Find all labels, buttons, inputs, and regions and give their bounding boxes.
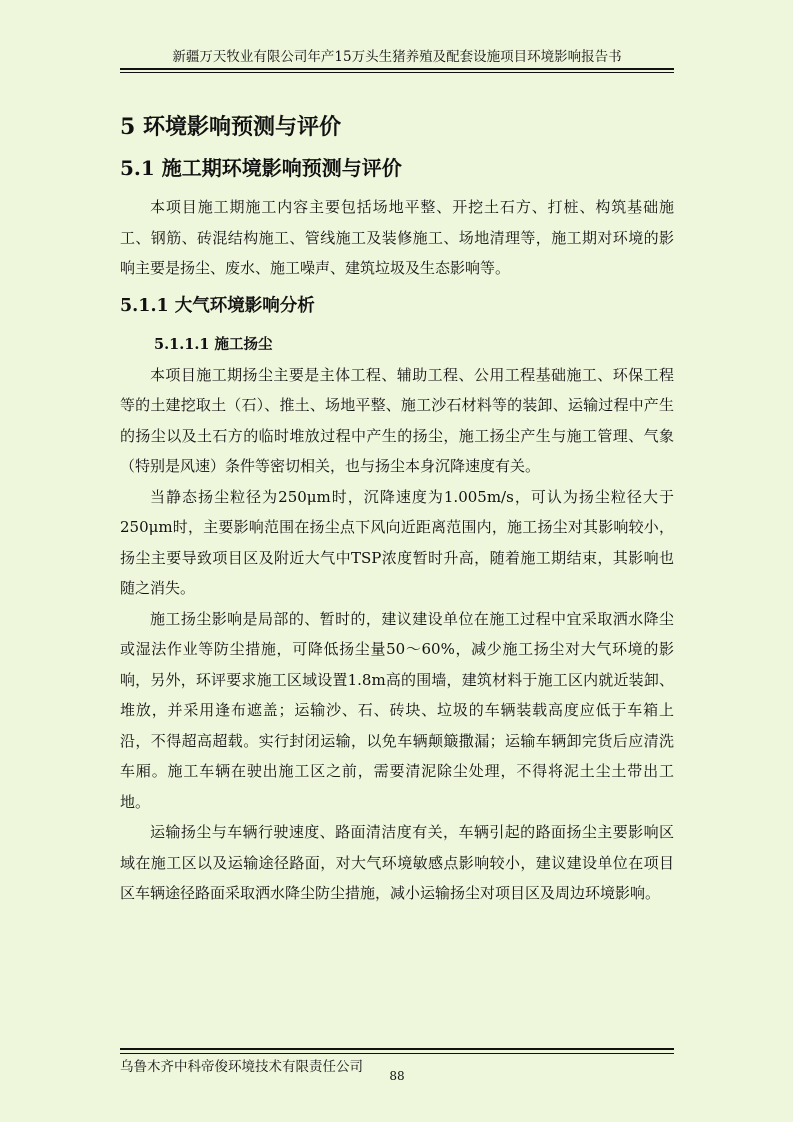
footer-rule-thick (120, 1048, 674, 1050)
subsection-title: 5.1.1 大气环境影响分析 (120, 295, 315, 316)
chapter-title: 5 环境影响预测与评价 (120, 114, 341, 140)
section-intro-paragraph: 本项目施工期施工内容主要包括场地平整、开挖土石方、打桩、构筑基础施工、钢筋、砖混结构施工、管线施工及装修施工、场地清理等，施工期对环境的影响主要是扬尘、废水、施工噪声、建筑垃圾及生态影响等。 (120, 198, 674, 277)
body-paragraph: 当静态扬尘粒径为250μm时，沉降速度为1.005m/s，可认为扬尘粒径大于250μm时，主要影响范围在扬尘点下风向近距离范围内，施工扬尘对其影响较小，扬尘主要导致项目区及附近大气中TSP浓度暂时升高，随着施工期结束，其影响也随之消失。 (120, 487, 674, 597)
header-rule-thick (120, 68, 674, 70)
footer-rule-thin (120, 1053, 674, 1054)
page-body (120, 100, 674, 909)
footer-company: 乌鲁木齐中科帝俊环境技术有限责任公司 (120, 1059, 363, 1075)
body-paragraph: 运输扬尘与车辆行驶速度、路面清洁度有关，车辆引起的路面扬尘主要影响区域在施工区以及运输途径路面，对大气环境敏感点影响较小，建议建设单位在项目区车辆途径路面采取洒水降尘防尘措施，减小运输扬尘对项目区及周边环境影响。 (120, 823, 674, 902)
body-paragraph: 施工扬尘影响是局部的、暂时的，建议建设单位在施工过程中宜采取洒水降尘或湿法作业等防尘措施，可降低扬尘量50～60%，减少施工扬尘对大气环境的影响，另外，环评要求施工区域设置1.8m高的围墙，建筑材料于施工区内就近装卸、堆放，并采用逢布遮盖；运输沙、石、砖块、垃圾的车辆装载高度应低于车箱上沿，不得超高超载。实行封闭运输，以免车辆颠簸撒漏；运输车辆卸完货后应清洗车厢。施工车辆在驶出施工区之前，需要清泥除尘处理，不得将泥土尘土带出工地。 (120, 609, 674, 811)
page-number: 88 (389, 1069, 405, 1083)
page-header: 新疆万天牧业有限公司年产15万头生猪养殖及配套设施项目环境影响报告书 (172, 49, 622, 65)
section-title: 5.1 施工期环境影响预测与评价 (120, 156, 402, 180)
header-rule-thin (120, 72, 674, 73)
subsubsection-title: 5.1.1.1 施工扬尘 (154, 335, 273, 353)
body-paragraph: 本项目施工期扬尘主要是主体工程、辅助工程、公用工程基础施工、环保工程等的土建挖取土（石）、推土、场地平整、施工沙石材料等的装卸、运输过程中产生的扬尘以及土石方的临时堆放过程中产生的扬尘，施工扬尘产生与施工管理、气象（特别是风速）条件等密切相关，也与扬尘本身沉降速度有关。 (120, 365, 674, 475)
